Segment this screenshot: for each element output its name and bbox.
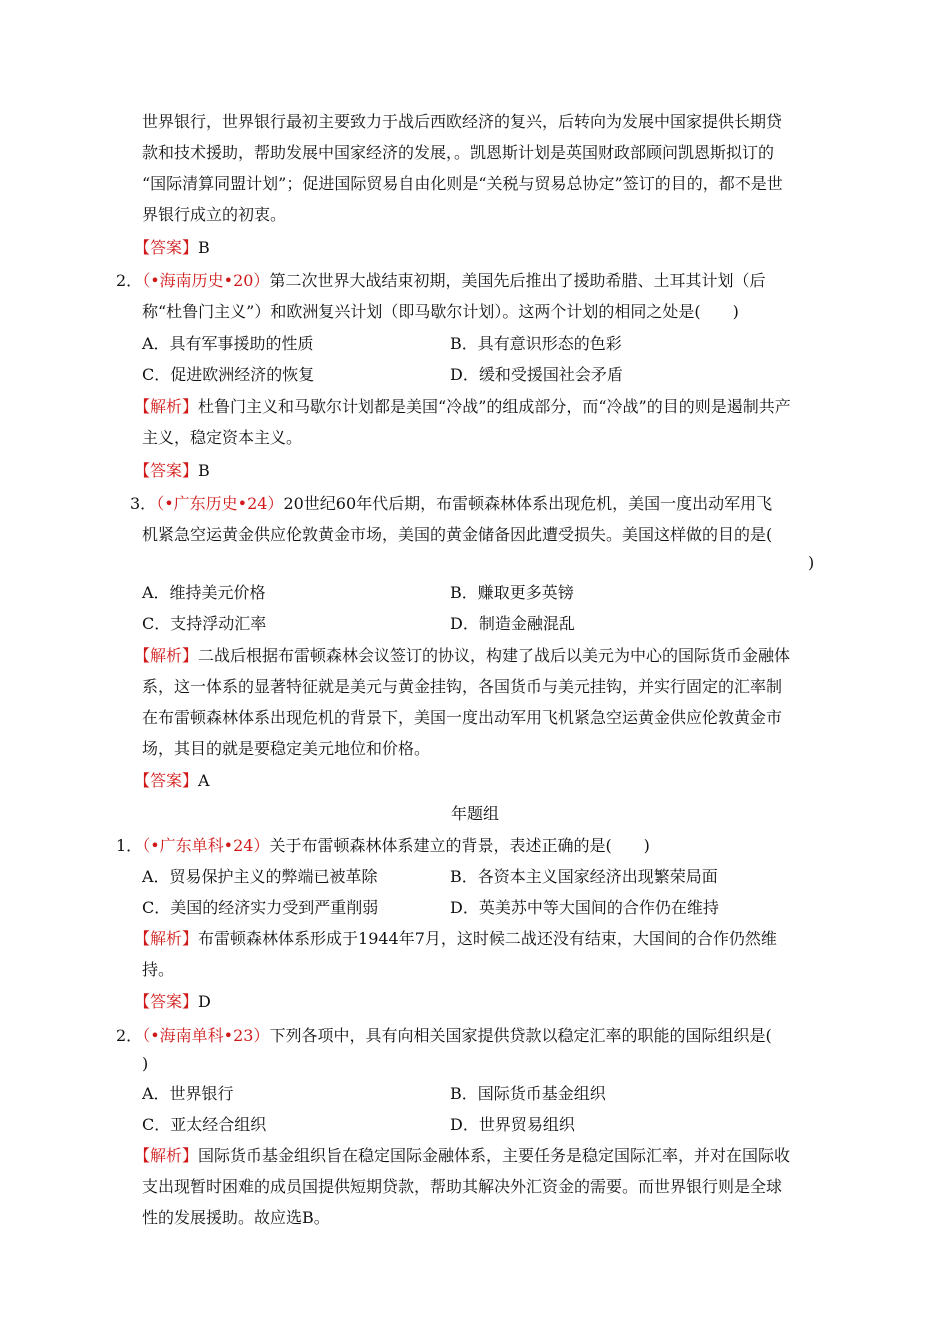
option-d: D．缓和受援国社会矛盾 [450,365,623,384]
analysis-text: 布雷顿森林体系形成于1944年7月，这时候二战还没有结束，大国间的合作仍然维 [198,929,777,948]
answer-tag: 【答案】 [134,992,199,1011]
option-d: D．制造金融混乱 [450,614,575,633]
question-stem [116,270,765,292]
analysis-line [134,928,777,950]
answer-tag: 【答案】 [134,238,199,257]
analysis-line [134,396,791,418]
option-a: A．维持美元价格 [142,583,266,602]
question-number: 1． [116,836,143,855]
option-a: A．具有军事援助的性质 [142,334,314,353]
answer-tag: 【答案】 [134,771,199,790]
option-c: C．亚太经合组织 [142,1115,267,1134]
stem-line: ) [142,1054,149,1073]
analysis-line: 性的发展援助。故应选B。 [142,1208,330,1227]
stem-text: 第二次世界大战结束初期，美国先后推出了援助希腊、土耳其计划（后 [269,271,766,290]
analysis-line: 支出现暂时困难的成员国提供短期贷款，帮助其解决外汇资金的需要。而世界银行则是全球 [142,1177,783,1196]
intro-line: 界银行成立的初衷。 [142,205,287,224]
question-stem [116,1025,772,1047]
question-number: 3． [130,494,157,513]
answer-line [134,237,210,259]
option-b: B．国际货币基金组织 [450,1084,606,1103]
stem-line: 称“杜鲁门主义”）和欧洲复兴计划（即马歇尔计划）。这两个计划的相同之处是( ) [142,302,739,321]
option-d: D．世界贸易组织 [450,1115,575,1134]
stem-line: ) [808,553,815,572]
analysis-line: 在布雷顿森林体系出现危机的背景下，美国一度出动军用飞机紧急空运黄金供应伦敦黄金市 [142,708,783,727]
answer-value: B [198,461,210,480]
analysis-line: 主义，稳定资本主义。 [142,428,303,447]
analysis-text: 杜鲁门主义和马歇尔计划都是美国“冷战”的组成部分，而“冷战”的目的则是遏制共产 [198,397,791,416]
option-a: A．贸易保护主义的弊端已被革除 [142,867,378,886]
question-source: （•广东历史•24） [156,494,284,513]
question-source: （•海南单科•23） [142,1026,270,1045]
question-source: （•海南历史•20） [142,271,270,290]
intro-line: “国际清算同盟计划”；促进国际贸易自由化则是“关税与贸易总协定”签订的目的，都不是世 [142,174,783,193]
option-b: B．具有意识形态的色彩 [450,334,622,353]
option-d: D．英美苏中等大国间的合作仍在维持 [450,898,719,917]
section-heading: 年题组 [450,804,499,823]
question-number: 2． [116,271,143,290]
stem-text: 关于布雷顿森林体系建立的背景，表述正确的是( ) [269,836,650,855]
stem-text: 20世纪60年代后期，布雷顿森林体系出现危机，美国一度出动军用飞 [283,494,773,513]
analysis-tag: 【解析】 [134,397,199,416]
analysis-line: 场，其目的就是要稳定美元地位和价格。 [142,739,431,758]
intro-line: 世界银行，世界银行最初主要致力于战后西欧经济的复兴，后转向为发展中国家提供长期贷 [142,112,783,131]
answer-tag: 【答案】 [134,461,199,480]
stem-text: 下列各项中，具有向相关国家提供贷款以稳定汇率的职能的国际组织是( [269,1026,772,1045]
analysis-tag: 【解析】 [134,1146,199,1165]
answer-line [134,460,210,482]
analysis-line [134,1145,790,1167]
stem-line: 机紧急空运黄金供应伦敦黄金市场，美国的黄金储备因此遭受损失。美国这样做的目的是( [142,525,773,544]
option-a: A．世界银行 [142,1084,234,1103]
analysis-line: 持。 [142,960,175,979]
answer-line [134,991,211,1013]
analysis-line: 系，这一体系的显著特征就是美元与黄金挂钩，各国货币与美元挂钩，并实行固定的汇率制 [142,677,783,696]
answer-line [134,770,210,792]
analysis-tag: 【解析】 [134,929,199,948]
answer-value: B [198,238,210,257]
answer-value: D [198,992,211,1011]
question-number: 2． [116,1026,143,1045]
intro-line: 款和技术援助，帮助发展中国家经济的发展，。凯恩斯计划是英国财政部顾问凯恩斯拟订的 [142,143,775,162]
option-c: C．支持浮动汇率 [142,614,267,633]
option-b: B．各资本主义国家经济出现繁荣局面 [450,867,718,886]
option-c: C．促进欧洲经济的恢复 [142,365,315,384]
analysis-tag: 【解析】 [134,646,199,665]
option-b: B．赚取更多英镑 [450,583,574,602]
question-stem [116,835,650,857]
analysis-text: 国际货币基金组织旨在稳定国际金融体系，主要任务是稳定国际汇率，并对在国际收 [198,1146,791,1165]
question-stem [130,493,772,515]
answer-value: A [198,771,210,790]
analysis-text: 二战后根据布雷顿森林会议签订的协议，构建了战后以美元为中心的国际货币金融体 [198,646,791,665]
analysis-line [134,645,790,667]
question-source: （•广东单科•24） [142,836,270,855]
option-c: C．美国的经济实力受到严重削弱 [142,898,379,917]
